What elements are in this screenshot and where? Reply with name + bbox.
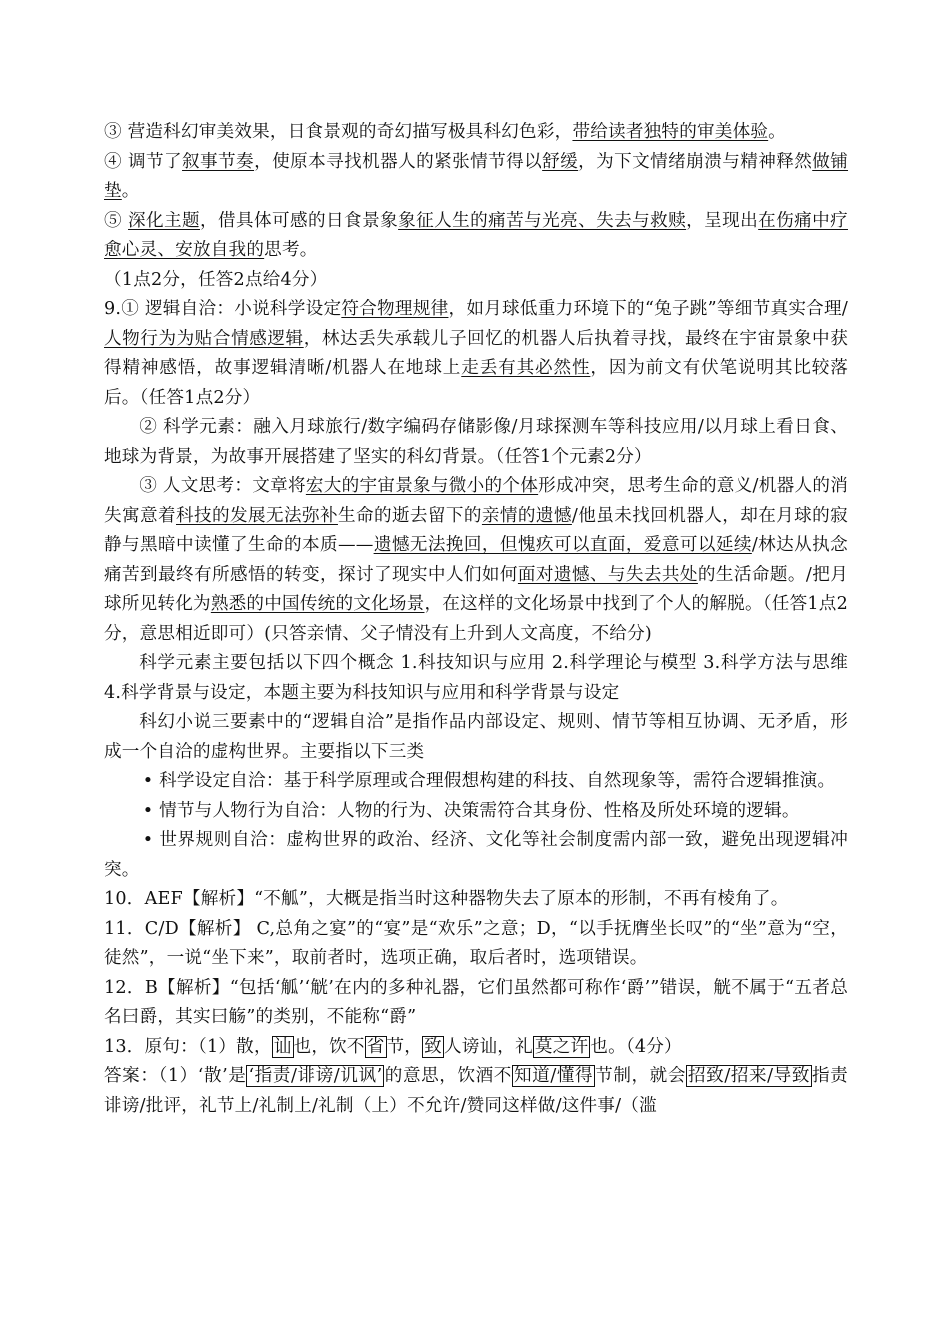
boxed-text: 知道/懂得 <box>513 1066 594 1086</box>
underlined-text: 熟悉的中国传统的文化场景 <box>210 594 425 614</box>
text-run: 13．原句：（1）散， <box>104 1036 272 1057</box>
paragraph-p9 <box>104 708 848 767</box>
underlined-text: 走丢有其必然性 <box>461 358 591 378</box>
boxed-text: 致 <box>424 1036 442 1057</box>
paragraph-p14 <box>104 915 848 974</box>
underlined-text: 亲情的遗憾 <box>481 505 572 526</box>
text-run: 11．C/D【解析】 C,总角之宴”的“宴”是“欢乐”之意；D，“以手抚膺坐长叹”的“坐”意为“空，徒然”，一说“坐下来”，取前者时，选项正确，取后者时，选项错误。 <box>104 918 848 968</box>
text-run: ③ 营造科幻审美效果，日食景观的奇幻描写极具科幻色彩， <box>104 122 573 142</box>
text-run: 。 <box>768 122 786 142</box>
text-run: /他虽未找回机器人，却在月球的寂静与黑暗中读懂了生命的本质—— <box>104 505 848 555</box>
text-run: 节制，就会 <box>595 1066 686 1086</box>
underlined-text: 在伤痛中疗愈心灵、安放自我的 <box>104 210 848 260</box>
paragraph-p2 <box>104 148 848 207</box>
underlined-text: 遗憾无法挽回，但愧疚可以直面，爱意可以延续 <box>373 535 752 555</box>
text-run: ④ 调节了 <box>104 151 183 172</box>
text-run: ③ 人文思考：文章将 <box>139 476 306 496</box>
text-run: 生命的逝去留下的 <box>337 505 482 526</box>
paragraph-p3 <box>104 207 848 266</box>
text-run: （1点2分，任答2点给4分） <box>104 269 328 290</box>
underlined-text: 人物行为为贴合情感逻辑 <box>104 328 304 349</box>
text-run: ，为下文情绪崩溃与精神释然 <box>578 151 813 172</box>
document-body <box>104 118 848 1121</box>
text-run: 指责诽谤/批评，礼节上/礼制上/礼制（上）不允许/赞同这样做/这件事/（滥 <box>104 1066 848 1116</box>
paragraph-p17 <box>104 1062 848 1121</box>
text-run: 科学元素主要包括以下四个概念 1.科技知识与应用 2.科学理论与模型 3.科学方法与思维 4.科学背景与设定，本题主要为科技知识与应用和科学背景与设定 <box>104 653 848 703</box>
text-run: 也。（4分） <box>590 1036 682 1057</box>
text-run: 12．B【解析】“包括‘觚’‘觥’在内的多种礼器，它们虽然都可称作‘爵’”错误，觥不属于“五者总名曰爵，其实曰觞”的类别，不能称“爵” <box>104 977 848 1027</box>
underlined-text: 深化主题 <box>128 210 201 231</box>
text-run: 科幻小说三要素中的“逻辑自洽”是指作品内部设定、规则、情节等相互协调、无矛盾，形成一个自洽的虚构世界。主要指以下三类 <box>104 712 848 762</box>
text-run: 10．AEF【解析】“不觚”，大概是指当时这种器物失去了原本的形制，不再有棱角了。 <box>104 889 789 909</box>
paragraph-p5 <box>104 295 848 413</box>
text-run: 思考。 <box>264 240 318 260</box>
text-run: 形成冲突，思考生命的意义/机器人的消失寓意着 <box>104 476 849 526</box>
text-run: • 世界规则自洽：虚构世界的政治、经济、文化等社会制度需内部一致，避免出现逻辑冲突。 <box>104 830 848 880</box>
text-run: ，呈现出 <box>686 210 759 231</box>
paragraph-p12 <box>104 826 848 885</box>
boxed-text: 莫之许 <box>534 1036 589 1057</box>
paragraph-p6 <box>104 413 848 472</box>
text-run: 答案：（1）‘散’是 <box>104 1066 247 1086</box>
text-run: ② 科学元素：融入月球旅行/数字编码存储影像/月球探测车等科技应用/以月球上看日食、地球为背景，为故事开展搭建了坚实的科幻背景。（任答1个元素2分） <box>104 417 848 467</box>
paragraph-p10 <box>104 767 848 797</box>
paragraph-p15 <box>104 974 848 1033</box>
text-run: 的生活命题。/把月球所见转化为 <box>104 564 848 614</box>
boxed-text: 招致/招来/导致 <box>688 1066 811 1086</box>
text-run: ，林达丢失承载儿子回忆的机器人后执着寻找，最终在宇宙景象中获得精神感悟，故事逻辑清晰/机器人在地球上 <box>104 328 848 378</box>
paragraph-p4 <box>104 266 848 296</box>
text-run: ，在这样的文化场景中找到了个人的解脱。（任答1点2分，意思相近即可）(只答亲情、父子情没有上升到人文高度，不给分) <box>104 594 848 644</box>
text-run: • 情节与人物行为自洽：人物的行为、决策需符合其身份、性格及所处环境的逻辑。 <box>142 800 800 821</box>
text-run: ⑤ <box>104 210 129 231</box>
text-run: /林达从执念痛苦到最终有所感悟的转变，探讨了现实中人们如何 <box>104 535 848 585</box>
underlined-text: 科技的发展无法弥补 <box>175 505 338 526</box>
paragraph-p13 <box>104 885 848 915</box>
underlined-text: 象征人生的痛苦与光亮、失去与救赎 <box>398 210 687 231</box>
text-run: ，借具体可感的日食景象 <box>200 210 399 231</box>
text-run: 的意思，饮酒不 <box>384 1066 512 1086</box>
paragraph-p8 <box>104 649 848 708</box>
text-run: 节， <box>386 1036 423 1057</box>
underlined-text: 带给读者独特的审美体验 <box>572 122 769 142</box>
paragraph-p1 <box>104 118 848 148</box>
boxed-text: ‘指责/诽谤/讥讽’ <box>248 1066 383 1086</box>
underlined-text: 叙事节奏 <box>182 151 255 172</box>
underlined-text: 做铺垫 <box>104 151 849 201</box>
underlined-text: 符合物理规律 <box>341 299 449 319</box>
paragraph-p16 <box>104 1033 848 1063</box>
boxed-text: 省 <box>366 1036 385 1057</box>
text-run: 9.① 逻辑自洽：小说科学设定 <box>104 299 342 319</box>
text-run: ，使原本寻找机器人的紧张情节得以 <box>254 151 543 172</box>
underlined-text: 舒缓 <box>542 151 579 172</box>
text-run: 。 <box>121 181 140 201</box>
text-run: ，因为前文有伏笔说明其比较落后。（任答1点2分） <box>104 358 848 408</box>
underlined-text: 面对遗憾、与失去共处 <box>517 564 698 585</box>
text-run: 也，饮不 <box>293 1036 365 1057</box>
text-run: ，如月球低重力环境下的“兔子跳”等细节真实合理/ <box>448 299 849 319</box>
underlined-text: 宏大的宇宙景象与微小的个体 <box>305 476 539 496</box>
boxed-text: 讪 <box>273 1036 292 1057</box>
paragraph-p11 <box>104 797 848 827</box>
text-run: 人谤讪，礼 <box>443 1036 533 1057</box>
paragraph-p7 <box>104 472 848 649</box>
text-run: • 科学设定自洽：基于科学原理或合理假想构建的科技、自然现象等，需符合逻辑推演。 <box>142 771 836 791</box>
